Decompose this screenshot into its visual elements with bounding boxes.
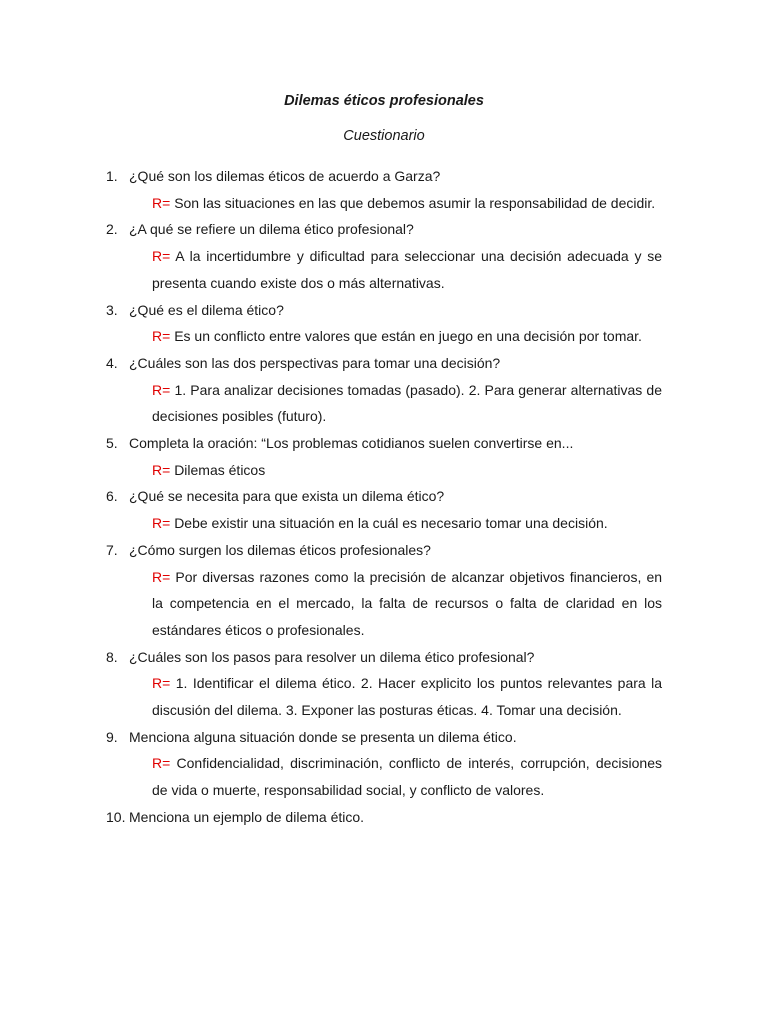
- answer-body: A la incertidumbre y dificultad para seleccionar una decisión adecuada y se presenta cuando existe dos o más alternativas.: [152, 248, 662, 291]
- question-text: Completa la oración: “Los problemas cotidianos suelen convertirse en...: [129, 435, 574, 452]
- question-item: [106, 350, 662, 430]
- question-text: ¿Qué se necesita para que exista un dilema ético?: [129, 488, 445, 505]
- answer-prefix: R=: [152, 381, 171, 398]
- question-text: Menciona un ejemplo de dilema ético.: [129, 808, 365, 825]
- question-item: [106, 804, 662, 831]
- answer-body: Debe existir una situación en la cuál es necesario tomar una decisión.: [174, 515, 608, 532]
- question-item: [106, 430, 662, 483]
- question-text: ¿Cómo surgen los dilemas éticos profesionales?: [129, 541, 431, 558]
- answer-body: 1. Para analizar decisiones tomadas (pasado). 2. Para generar alternativas de decisiones posibles (futuro).: [152, 381, 662, 425]
- answer-text: [152, 243, 662, 296]
- answer-body: Es un conflicto entre valores que están en juego en una decisión por tomar.: [174, 328, 642, 345]
- question-text: Menciona alguna situación donde se presenta un dilema ético.: [129, 728, 517, 745]
- question-text: ¿Cuáles son las dos perspectivas para tomar una decisión?: [129, 354, 501, 371]
- answer-text: [152, 750, 662, 803]
- answer-prefix: R=: [152, 515, 171, 532]
- question-item: [106, 644, 662, 724]
- answer-body: Son las situaciones en las que debemos asumir la responsabilidad de decidir.: [174, 194, 656, 211]
- question-item: [106, 216, 662, 296]
- question-number: 3.: [106, 301, 118, 318]
- answer-prefix: R=: [152, 568, 171, 585]
- question-number: 4.: [106, 354, 118, 371]
- question-text: ¿Qué son los dilemas éticos de acuerdo a Garza?: [129, 168, 441, 184]
- question-item: [106, 724, 662, 804]
- answer-body: Confidencialidad, discriminación, conflicto de interés, corrupción, decisiones de vida o muerte, responsabilidad social, y conflicto de valores.: [152, 755, 663, 799]
- answer-text: [152, 510, 662, 537]
- answer-prefix: R=: [152, 248, 171, 265]
- question-number: 1.: [106, 168, 118, 184]
- document-title: Dilemas éticos profesionales: [284, 93, 484, 109]
- question-item: [106, 297, 662, 350]
- answer-prefix: R=: [152, 755, 171, 772]
- answer-text: [152, 190, 662, 217]
- question-number: 6.: [106, 488, 118, 505]
- question-number: 5.: [106, 435, 118, 452]
- question-item: [106, 483, 662, 536]
- answer-text: [152, 377, 662, 430]
- question-number: 10.: [106, 808, 126, 825]
- answer-prefix: R=: [152, 328, 171, 345]
- question-text: ¿Qué es el dilema ético?: [129, 301, 284, 318]
- answer-body: 1. Identificar el dilema ético. 2. Hacer explicito los puntos relevantes para la discusión del dilema. 3. Exponer las posturas éticas. 4. Tomar una decisión.: [152, 675, 663, 719]
- answer-body: Por diversas razones como la precisión de alcanzar objetivos financieros, en la competencia en el mercado, la falta de recursos o falta de claridad en los estándares éticos o profesionales.: [152, 568, 663, 638]
- question-text: ¿Cuáles son los pasos para resolver un dilema ético profesional?: [129, 648, 535, 665]
- question-item: [106, 537, 662, 644]
- answer-text: [152, 457, 662, 484]
- question-text: ¿A qué se refiere un dilema ético profesional?: [129, 221, 414, 238]
- answer-prefix: R=: [152, 461, 171, 478]
- answer-text: [152, 323, 662, 350]
- question-number: 9.: [106, 728, 118, 745]
- question-list: [106, 163, 662, 831]
- answer-text: [152, 564, 662, 644]
- question-number: 7.: [106, 541, 118, 558]
- answer-body: Dilemas éticos: [174, 461, 266, 478]
- question-number: 8.: [106, 648, 118, 665]
- document-subtitle: Cuestionario: [343, 128, 425, 144]
- question-item: [106, 163, 662, 216]
- answer-prefix: R=: [152, 194, 171, 211]
- question-number: 2.: [106, 221, 118, 238]
- answer-text: [152, 670, 662, 723]
- answer-prefix: R=: [152, 675, 171, 692]
